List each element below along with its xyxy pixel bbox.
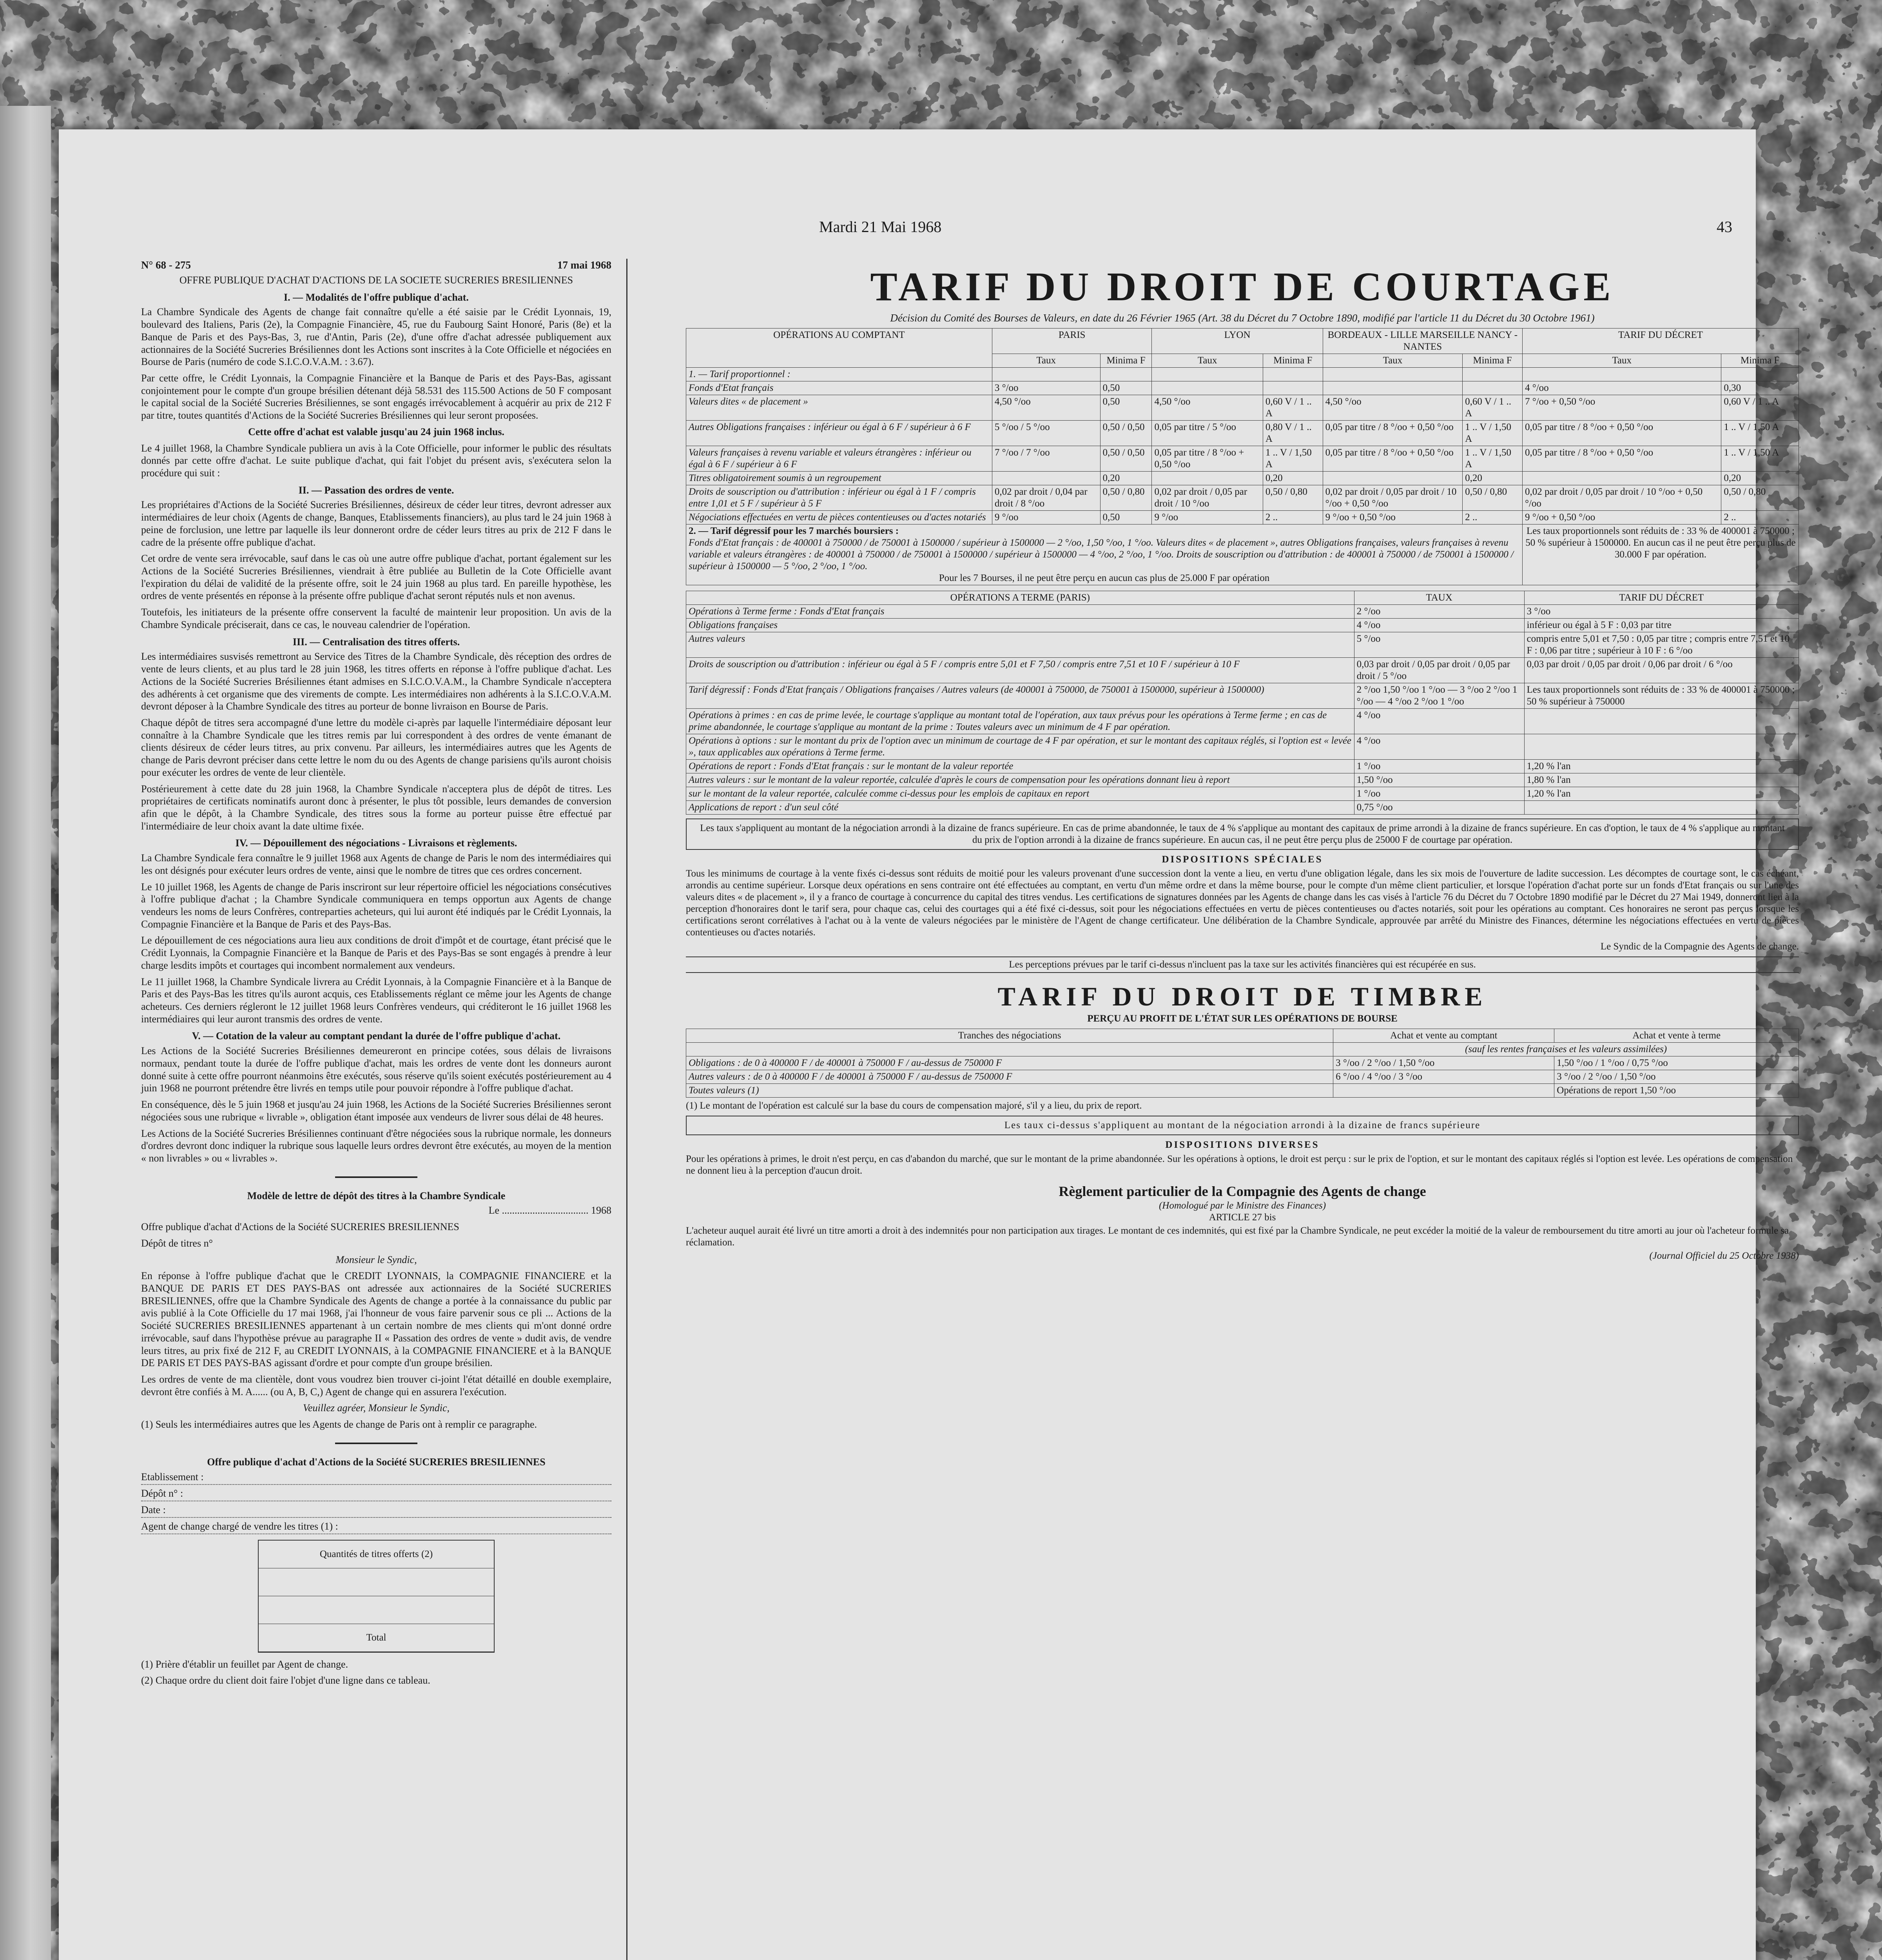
comptant-cell: 0,50 / 0,50	[1100, 421, 1152, 446]
paragraph: Chaque dépôt de titres sera accompagné d'une lettre du modèle ci-après par laquelle l'intermédiaire déposant leur connaître à la Chambre Syndicale que les titres remis par lui correspondent à des ordres de vente émanant de clients désireux de céder leurs titres, au prix convenu. Par ailleurs, les intermédiaires autres que les Agents de change de Paris devront préciser dans cette lettre le nom du ou des Agents de change parisiens qu'ils auront choisis pour exécuter les ordres de vente de leur clientèle.	[141, 717, 611, 778]
timbre-cell: Toutes valeurs (1)	[686, 1083, 1333, 1097]
comptant-cell: 5 °/oo / 5 °/oo	[992, 421, 1100, 446]
timbre-cell: 3 °/oo / 2 °/oo / 1,50 °/oo	[1333, 1056, 1554, 1070]
comptant-row	[686, 511, 1799, 524]
form-field: Etablissement :	[141, 1471, 611, 1485]
terme-cell: Autres valeurs	[686, 632, 1354, 658]
comptant-cell: 0,50 / 0,80	[1721, 485, 1799, 511]
comptant-cell: 2 ..	[1463, 511, 1523, 524]
comptant-cell: Droits de souscription ou d'attribution : inférieur ou égal à 1 F / compris entre 1,01 et 5 F / supérieur à 5 F	[686, 485, 992, 511]
terme-cell: Opérations de report : Fonds d'Etat français : sur le montant de la valeur reportée	[686, 760, 1354, 773]
paragraph: La Chambre Syndicale fera connaître le 9 juillet 1968 aux Agents de change de Paris le nom des intermédiaires qui les ont désignés pour exécuter leurs ordres de vente, ainsi que le nombre de titres que ces ordres concernent.	[141, 852, 611, 876]
terme-row	[686, 773, 1799, 787]
comptant-cell: 0,02 par droit / 0,05 par droit / 10 °/oo + 0,50 °/oo	[1323, 485, 1462, 511]
decret-note: Les taux proportionnels sont réduits de : 33 % de 400001 à 750000 ; 50 % supérieur à 1500000. En aucun cas il ne peut être perçu plus de 30.000 F par opération.	[1522, 524, 1799, 585]
paragraph: Le dépouillement de ces négociations aura lieu aux conditions de droit d'impôt et de courtage, étant précisé que le Crédit Lyonnais, la Compagnie Financière et la Banque de Paris et des Pays-Bas se sont engagés à prendre à leur charge lesdits impôts et courtages qui incombent normalement aux vendeurs.	[141, 935, 611, 971]
comptant-cell: 0,05 par titre / 8 °/oo + 0,50 °/oo	[1522, 421, 1721, 446]
notice-date: 17 mai 1968	[557, 259, 611, 271]
comptant-row	[686, 446, 1799, 472]
comptant-cell: 9 °/oo + 0,50 °/oo	[1323, 511, 1462, 524]
courtage-subtitle: Décision du Comité des Bourses de Valeurs, en date du 26 Février 1965 (Art. 38 du Décret du 7 Octobre 1890, modifié par l'article 11 du Décret du 30 Octobre 1961)	[890, 312, 1595, 324]
comptant-row	[686, 368, 1799, 381]
comptant-cell: 0,50	[1100, 395, 1152, 421]
terme-cell: Autres valeurs : sur le montant de la valeur reportée, calculée d'après le cours de compensation pour les opérations donnant lieu à report	[686, 773, 1354, 787]
terme-cell	[1524, 734, 1799, 760]
comptant-cell: 1 .. V / 1,50 A	[1463, 421, 1523, 446]
comptant-cell	[1263, 381, 1323, 395]
terme-cell	[1524, 709, 1799, 734]
comptant-cell	[1323, 381, 1462, 395]
timbre-cell: Obligations : de 0 à 400000 F / de 400001 à 750000 F / au-dessus de 750000 F	[686, 1056, 1333, 1070]
degressif-title: 2. — Tarif dégressif pour les 7 marchés boursiers :	[689, 526, 899, 537]
paragraph: Cet ordre de vente sera irrévocable, sauf dans le cas où une autre offre publique d'achat, portant également sur les Actions de la Société Sucreries Brésiliennes, viendrait à être publiée au Bulletin de la Cote Officielle avant l'expiration du délai de validité de la présente offre, soit le 24 juin 1968 au plus tard. En pareille hypothèse, les ordres de vente présentés en réponse à la présente offre publique d'achat seront réputés nuls et non avenus.	[141, 553, 611, 602]
comptant-cell: 0,50 / 0,80	[1263, 485, 1323, 511]
terme-col-taux: TAUX	[1354, 591, 1524, 605]
comptant-cell: 1 .. V / 1,50 A	[1263, 446, 1323, 472]
comptant-cell: 0,05 par titre / 5 °/oo	[1152, 421, 1263, 446]
courtage-title: TARIF DU DROIT DE COURTAGE	[870, 264, 1615, 309]
timbre-title: TARIF DU DROIT DE TIMBRE	[997, 982, 1487, 1012]
terme-row	[686, 605, 1799, 619]
terme-row	[686, 709, 1799, 734]
terme-box: Les taux s'appliquent au montant de la négociation arrondi à la dizaine de francs supérieure. En cas de prime abandonnée, le taux de 4 % s'applique au montant des capitaux de prime arrondi à la dizaine de francs supérieure. En cas d'option, le taux de 4 % s'applique au montant du prix de l'option arrondi à la dizaine de francs supérieure. En aucun cas, il ne peut être perçu plus de 25000 F de courtage par opération.	[686, 818, 1799, 850]
comptant-cell: 0,60 V / 1 .. A	[1721, 395, 1799, 421]
comptant-cell	[1152, 381, 1263, 395]
form-field: Dépôt n° :	[141, 1487, 611, 1501]
section-4-title: IV. — Dépouillement des négociations - Livraisons et règlements.	[235, 837, 517, 849]
subhead-taux: Taux	[1323, 354, 1462, 368]
comptant-cell	[1463, 368, 1523, 381]
paragraph: Postérieurement à cette date du 28 juin 1968, la Chambre Syndicale n'acceptera plus de dépôt de titres. Les propriétaires de certificats nominatifs auront donc à présenter, le plus tôt possible, leurs demandes de conversion afin que le dépôt, à la Chambre Syndicale, des titres sous la forme au porteur puisse être effectué par l'intermédiaire de leur choix avant la date ultime fixée.	[141, 783, 611, 832]
col-paris: PARIS	[992, 328, 1152, 354]
left-column	[141, 259, 611, 1691]
reglement-title: Règlement particulier de la Compagnie des Agents de change	[1059, 1183, 1426, 1199]
terme-cell: 2 °/oo 1,50 °/oo 1 °/oo — 3 °/oo 2 °/oo 1 °/oo — 4 °/oo 2 °/oo 1 °/oo	[1354, 683, 1524, 709]
col-bordeaux: BORDEAUX - LILLE MARSEILLE NANCY - NANTES	[1323, 328, 1522, 354]
paragraph: Le 11 juillet 1968, la Chambre Syndicale livrera au Crédit Lyonnais, à la Compagnie Financière et à la Banque de Paris et des Pays-Bas les titres qu'ils auront acquis, ces Etablissements réglant ce même jour les Agents de change acheteurs. Ces derniers régleront le 12 juillet 1968 leurs Confrères vendeurs, qui créditeront le 16 juillet 1968 les intermédiaires qui leur auront transmis des ordres de vente.	[141, 976, 611, 1025]
model-depot: Dépôt de titres n°	[141, 1237, 213, 1249]
terme-cell: 5 °/oo	[1354, 632, 1524, 658]
table-row	[259, 1596, 494, 1624]
paragraph: Toutefois, les initiateurs de la présente offre conservent la faculté de maintenir leur proposition. Un avis de la Chambre Syndicale préciserait, dans ce cas, le nouveau calendrier de l'opération.	[141, 606, 611, 630]
comptant-cell: 0,20	[1263, 472, 1323, 485]
comptant-cell: 0,30	[1721, 381, 1799, 395]
comptant-cell: 0,50	[1100, 511, 1152, 524]
timbre-cell: 3 °/oo / 2 °/oo / 1,50 °/oo	[1554, 1070, 1799, 1083]
degressif-block	[686, 524, 1523, 585]
section-5-title: V. — Cotation de la valeur au comptant pendant la durée de l'offre publique d'achat.	[192, 1030, 561, 1042]
terme-cell: 0,75 °/oo	[1354, 801, 1524, 815]
comptant-cell: Valeurs françaises à revenu variable et valeurs étrangères : inférieur ou égal à 6 F / supérieur à 6 F	[686, 446, 992, 472]
dispositions-speciales-sign: Le Syndic de la Compagnie des Agents de change.	[1600, 941, 1799, 952]
comptant-cell: 4,50 °/oo	[992, 395, 1100, 421]
timbre-cell: 6 °/oo / 4 °/oo / 3 °/oo	[1333, 1070, 1554, 1083]
comptant-cell	[992, 368, 1100, 381]
terme-row	[686, 760, 1799, 773]
form-title: Offre publique d'achat d'Actions de la Société SUCRERIES BRESILIENNES	[207, 1456, 546, 1468]
comptant-cell	[1263, 368, 1323, 381]
quantities-table	[258, 1540, 495, 1653]
terme-cell: 1,80 % l'an	[1524, 773, 1799, 787]
right-column	[686, 259, 1799, 1262]
terme-cell: Opérations à options : sur le montant du prix de l'option avec un minimum de courtage de 4 F par opération, et sur le montant des capitaux réglés, si l'option est « levée », taux applicables aux opérations à Terme ferme.	[686, 734, 1354, 760]
terme-cell: inférieur ou égal à 5 F : 0,03 par titre	[1524, 619, 1799, 632]
comptant-cell: 0,02 par droit / 0,04 par droit / 8 °/oo	[992, 485, 1100, 511]
terme-cell: 4 °/oo	[1354, 734, 1524, 760]
subhead-minima: Minima F	[1463, 354, 1523, 368]
terme-cell: Droits de souscription ou d'attribution : inférieur ou égal à 5 F / compris entre 5,01 et F 7,50 / compris entre 7,51 et 10 F / supérieur à 10 F	[686, 658, 1354, 683]
comptant-cell: 0,50	[1100, 381, 1152, 395]
comptant-cell: 9 °/oo	[992, 511, 1100, 524]
form-field: Agent de change chargé de vendre les titres (1) :	[141, 1520, 611, 1534]
comptant-cell	[1152, 472, 1263, 485]
comptant-row	[686, 485, 1799, 511]
dispositions-speciales-title: DISPOSITIONS SPÉCIALES	[1162, 854, 1323, 865]
article-reference: (Journal Officiel du 25 Octobre 1938)	[1649, 1250, 1799, 1261]
form-note: (1) Prière d'établir un feuillet par Agent de change.	[141, 1658, 348, 1670]
comptant-cell	[1721, 368, 1799, 381]
comptant-table	[686, 328, 1799, 585]
dispositions-diverses-text: Pour les opérations à primes, le droit n'est perçu, en cas d'abandon du marché, que sur le montant de la prime abandonnée. Sur les opérations à options, le droit est perçu : sur le prix de l'option, et sur le montant des capitaux réglés si l'option est levée. Les opérations de compensation ne donnent lieu à la perception d'aucun droit.	[686, 1153, 1793, 1176]
facing-page-edge	[0, 106, 51, 1960]
subhead-minima: Minima F	[1721, 354, 1799, 368]
terme-cell: Opérations à primes : en cas de prime levée, le courtage s'applique au montant total de l'opération, aux taux prévus pour les opérations à Terme ferme ; en cas de prime abandonnée, le courtage s'applique au montant de la prime : Toutes valeurs avec un minimum de 4 F par opération.	[686, 709, 1354, 734]
comptant-cell: 0,02 par droit / 0,05 par droit / 10 °/oo + 0,50 °/oo	[1522, 485, 1721, 511]
comptant-cell	[1463, 381, 1523, 395]
section-2-title: II. — Passation des ordres de vente.	[298, 484, 454, 496]
form-field: Date :	[141, 1504, 611, 1518]
comptant-cell: 4 °/oo	[1522, 381, 1721, 395]
timbre-note: (1) Le montant de l'opération est calculé sur la base du cours de compensation majoré, s'il y a lieu, du prix de report.	[686, 1100, 1142, 1111]
paragraph: Les Actions de la Société Sucreries Brésiliennes continuant d'être négociées sous la rubrique normale, les donneurs d'ordres devront donc indiquer la rubrique sous laquelle leurs ordres devront être exécutés, au moyen de la mention « non livrables » ou « livrables ».	[141, 1127, 611, 1164]
comptant-cell: 0,20	[1463, 472, 1523, 485]
paragraph: Cette offre d'achat est valable jusqu'au 24 juin 1968 inclus.	[248, 426, 504, 437]
terme-cell: 4 °/oo	[1354, 619, 1524, 632]
comptant-cell: 0,50 / 0,80	[1100, 485, 1152, 511]
comptant-cell: 4,50 °/oo	[1323, 395, 1462, 421]
comptant-header: OPÉRATIONS AU COMPTANT	[686, 328, 992, 368]
subhead-minima: Minima F	[1263, 354, 1323, 368]
comptant-cell: 1 .. V / 1,50 A	[1463, 446, 1523, 472]
comptant-cell: 7 °/oo + 0,50 °/oo	[1522, 395, 1721, 421]
paragraph: En conséquence, dès le 5 juin 1968 et jusqu'au 24 juin 1968, les Actions de la Société Sucreries Brésiliennes seront négociées sous une rubrique « livrable », obligation étant imposée aux vendeurs de livrer sous délai de 48 heures.	[141, 1099, 611, 1123]
dispositions-speciales-text: Tous les minimums de courtage à la vente fixés ci-dessus sont réduits de moitié pour les valeurs provenant d'une succession dont la vente a lieu, en vertu d'une obligation légale, dans les six mois de l'ouverture de ladite succession. Les décomptes de courtage sont, le cas échéant, arrondis au centime supérieur. Lorsque deux opérations en sens contraire ont été effectuées au comptant, en vertu d'un même ordre et dans la même bourse, pour le compte d'un même client particulier, et lorsque l'opération d'achat porte sur un fonds d'Etat français ou sur l'une des valeurs dites « de placement », il y a franco de courtage à concurrence du capital des titres vendus. Les certifications de signatures données par les Agents de change dans les cas visés à l'article 76 du Décret du 7 Octobre 1890 modifié par le Décret du 27 Mai 1949, donneront lieu à la perception d'honoraires dont le tarif sera, pour chaque cas, celui des courtages qui a été fixé ci-dessus, soit pour les négociations effectuées en vertu de pièces contentieuses ou d'actes notariés, soit pour les opérations au comptant. Ces honoraires ne seront pas perçus lorsque les certifications seront corrélatives à l'achat ou à la vente de valeurs négociées par le ministère de l'Agent de change certificateur. Une délibération de la Chambre Syndicale, approuvée par arrêté du Ministre des Finances, détermine les négociations effectuées en vertu de pièces contentieuses ou d'actes notariés.	[686, 868, 1799, 938]
degressif-note: Pour les 7 Bourses, il ne peut être perçu en aucun cas plus de 25.000 F par opération	[939, 573, 1270, 584]
terme-row	[686, 734, 1799, 760]
timbre-cell: Opérations de report 1,50 °/oo	[1554, 1083, 1799, 1097]
terme-cell: 1,20 % l'an	[1524, 787, 1799, 801]
timbre-col-note: (sauf les rentes françaises et les valeurs assimilées)	[1333, 1042, 1799, 1056]
comptant-cell: 4,50 °/oo	[1152, 395, 1263, 421]
comptant-cell: 9 °/oo + 0,50 °/oo	[1522, 511, 1721, 524]
perceptions-note: Les perceptions prévues par le tarif ci-dessus n'incluent pas la taxe sur les activités financières qui est récupérée en sus.	[686, 956, 1799, 973]
comptant-cell	[1522, 368, 1721, 381]
terme-cell: sur le montant de la valeur reportée, calculée comme ci-dessus pour les emplois de capitaux en report	[686, 787, 1354, 801]
terme-header: OPÉRATIONS A TERME (PARIS)	[686, 591, 1354, 605]
timbre-cell: Autres valeurs : de 0 à 400000 F / de 400001 à 750000 F / au-dessus de 750000 F	[686, 1070, 1333, 1083]
terme-cell: Les taux proportionnels sont réduits de : 33 % de 400001 à 750000 ; 50 % supérieur à 750000	[1524, 683, 1799, 709]
comptant-cell: 0,20	[1721, 472, 1799, 485]
offer-title: OFFRE PUBLIQUE D'ACHAT D'ACTIONS DE LA SOCIETE SUCRERIES BRESILIENNES	[179, 274, 573, 286]
model-ref: Offre publique d'achat d'Actions de la Société SUCRERIES BRESILIENNES	[141, 1221, 459, 1233]
model-footnote: (1) Seuls les intermédiaires autres que les Agents de change de Paris ont à remplir ce paragraphe.	[141, 1419, 537, 1430]
paragraph: Le 4 juillet 1968, la Chambre Syndicale publiera un avis à la Cote Officielle, pour informer le public des résultats donnés par cette offre d'achat. Le suite publique d'achat, qui fait l'objet du présent avis, s'exécutera selon la procédure qui suit :	[141, 442, 611, 479]
section-3-title: III. — Centralisation des titres offerts.	[292, 636, 460, 648]
comptant-cell	[1152, 368, 1263, 381]
timbre-cell: 1,50 °/oo / 1 °/oo / 0,75 °/oo	[1554, 1056, 1799, 1070]
comptant-cell: 7 °/oo / 7 °/oo	[992, 446, 1100, 472]
reglement-subtitle: (Homologué par le Ministre des Finances)	[1159, 1200, 1326, 1211]
comptant-cell	[1323, 368, 1462, 381]
comptant-cell: 0,50 / 0,80	[1463, 485, 1523, 511]
section-1-title: I. — Modalités de l'offre publique d'achat.	[284, 291, 469, 303]
comptant-cell: 0,05 par titre / 8 °/oo + 0,50 °/oo	[1522, 446, 1721, 472]
comptant-cell: 0,60 V / 1 .. A	[1263, 395, 1323, 421]
table-row	[259, 1568, 494, 1596]
header-date: Mardi 21 Mai 1968	[819, 218, 942, 236]
comptant-cell: 0,02 par droit / 0,05 par droit / 10 °/oo	[1152, 485, 1263, 511]
comptant-cell: 9 °/oo	[1152, 511, 1263, 524]
comptant-row	[686, 472, 1799, 485]
comptant-cell: 0,80 V / 1 .. A	[1263, 421, 1323, 446]
terme-cell: Opérations à Terme ferme : Fonds d'Etat français	[686, 605, 1354, 619]
article-text: L'acheteur auquel aurait été livré un titre amorti a droit à des indemnités pour non participation aux tirages. Le montant de ces indemnités, qui est fixé par la Chambre Syndicale, ne peut excéder la moitié de la valeur de remboursement du titre amorti au jour où l'acheteur formule sa réclamation.	[686, 1225, 1789, 1248]
comptant-cell	[1522, 472, 1721, 485]
comptant-cell: Autres Obligations françaises : inférieur ou égal à 6 F / supérieur à 6 F	[686, 421, 992, 446]
model-closing: Veuillez agréer, Monsieur le Syndic,	[303, 1402, 450, 1414]
subhead-taux: Taux	[1522, 354, 1721, 368]
model-date: Le .................................. 1968	[488, 1205, 611, 1216]
comptant-row	[686, 421, 1799, 446]
terme-cell: 3 °/oo	[1524, 605, 1799, 619]
degressif-text: Fonds d'Etat français : de 400001 à 750000 / de 750001 à 1500000 / supérieur à 1500000 — 2 °/oo, 1,50 °/oo, 1 °/oo. Valeurs dites « de placement », autres Obligations françaises, valeurs françaises à revenu variable et valeurs étrangères : de 400001 à 750000 / de 750001 à 1500000 / supérieur à 1500000 — 4 °/oo, 2 °/oo, 1 °/oo. Droits de souscription ou d'attribution : de 400001 à 750000 / de 750001 à 1500000 / supérieur à 1500000 — 5 °/oo, 2 °/oo, 1 °/oo.	[689, 537, 1514, 572]
article-title: ARTICLE 27 bis	[1209, 1212, 1276, 1223]
terme-cell: 1,20 % l'an	[1524, 760, 1799, 773]
terme-cell: 1,50 °/oo	[1354, 773, 1524, 787]
terme-cell: 2 °/oo	[1354, 605, 1524, 619]
timbre-col-tranches: Tranches des négociations	[686, 1029, 1333, 1042]
terme-cell: 0,03 par droit / 0,05 par droit / 0,06 par droit / 6 °/oo	[1524, 658, 1799, 683]
paragraph: Par cette offre, le Crédit Lyonnais, la Compagnie Financière et la Banque de Paris et des Pays-Bas, agissant conjointement pour le compte d'un groupe brésilien détenant déjà 58.531 des 115.500 Actions de 50 F composant le capital social de la Société Sucreries Brésiliennes, se sont engagés irrévocablement à acquérir au prix de 212 F par titre, toutes quantités d'Actions de la Société Sucreries Brésiliennes qui leur seront proposées.	[141, 372, 611, 421]
timbre-row	[686, 1083, 1799, 1097]
comptant-cell: 0,60 V / 1 .. A	[1463, 395, 1523, 421]
terme-col-decret: TARIF DU DÉCRET	[1524, 591, 1799, 605]
terme-cell: Applications de report : d'un seul côté	[686, 801, 1354, 815]
terme-row	[686, 632, 1799, 658]
paragraph: Les intermédiaires susvisés remettront au Service des Titres de la Chambre Syndicale, dès réception des ordres de vente de leurs clients, et au plus tard le 28 juin 1968, les titres offerts en réponse à l'offre publique d'achat. Les Actions de la Société Sucreries Brésiliennes étant admises en S.I.C.O.V.A.M., la Chambre Syndicale n'acceptera des adhérents à cet organisme que des virements de compte. Les intermédiaires non adhérents à la S.I.C.O.V.A.M. devront déposer à la Chambre Syndicale des titres au porteur de bonne livraison en Bourse de Paris.	[141, 651, 611, 712]
comptant-cell: 2 ..	[1721, 511, 1799, 524]
table-header: Quantités de titres offerts (2)	[259, 1541, 494, 1568]
page-number: 43	[1717, 218, 1732, 236]
terme-cell: 4 °/oo	[1354, 709, 1524, 734]
timbre-col-comptant: Achat et vente au comptant	[1333, 1029, 1554, 1042]
terme-cell: 1 °/oo	[1354, 760, 1524, 773]
paragraph: La Chambre Syndicale des Agents de change fait connaître qu'elle a été saisie par le Crédit Lyonnais, 19, boulevard des Italiens, Paris (2e), la Compagnie Financière, 45, rue du Faubourg Saint Honoré, Paris (8e) et la Banque de Paris et des Pays-Bas, 3, rue d'Antin, Paris (2e), d'une offre d'achat adressée publiquement aux actionnaires de la Société Sucreries Brésiliennes dont les Actions sont inscrites à la Cote Officielle et négociées en Bourse de Paris (numéro de code S.I.C.O.V.A.M. : 3.67).	[141, 306, 611, 368]
model-salutation: Monsieur le Syndic,	[335, 1254, 417, 1265]
col-decret: TARIF DU DÉCRET	[1522, 328, 1799, 354]
comptant-cell: 1 .. V / 1,50 A	[1721, 446, 1799, 472]
terme-cell	[1524, 801, 1799, 815]
terme-row	[686, 683, 1799, 709]
comptant-cell	[1323, 472, 1462, 485]
comptant-cell: 2 ..	[1263, 511, 1323, 524]
table-total: Total	[259, 1624, 494, 1652]
separator-rule	[335, 1176, 417, 1178]
timbre-box: Les taux ci-dessus s'appliquent au montant de la négociation arrondi à la dizaine de francs supérieure	[686, 1116, 1799, 1135]
dispositions-diverses-title: DISPOSITIONS DIVERSES	[1165, 1139, 1320, 1150]
page-header	[59, 218, 1756, 241]
comptant-cell: 0,05 par titre / 8 °/oo + 0,50 °/oo	[1323, 446, 1462, 472]
subhead-taux: Taux	[1152, 354, 1263, 368]
notice-number: N° 68 - 275	[141, 259, 191, 271]
comptant-row	[686, 395, 1799, 421]
comptant-cell: Fonds d'Etat français	[686, 381, 992, 395]
terme-row	[686, 658, 1799, 683]
model-paragraph: Les ordres de vente de ma clientèle, dont vous voudrez bien trouver ci-joint l'état détaillé en double exemplaire, devront être confiés à M. A...... (ou A, B, C,) Agent de change qui en assurera l'exécution.	[141, 1374, 611, 1397]
paragraph: Les propriétaires d'Actions de la Société Sucreries Brésiliennes, désireux de céder leur titres, devront adresser aux intermédiaires de leur choix (Agents de change, Banques, Etablissements financiers), au plus tard le 24 juin 1968 à peine de forclusion, une lettre par laquelle ils leur donneront ordre de céder leurs titres au prix de 212 F dans le cadre de la présente offre publique d'achat.	[141, 499, 611, 548]
terme-table	[686, 591, 1799, 815]
terme-cell: 0,03 par droit / 0,05 par droit / 0,05 par droit / 5 °/oo	[1354, 658, 1524, 683]
terme-cell: Obligations françaises	[686, 619, 1354, 632]
comptant-cell: 0,50 / 0,50	[1100, 446, 1152, 472]
comptant-cell: Titres obligatoirement soumis à un regroupement	[686, 472, 992, 485]
timbre-cell	[1333, 1083, 1554, 1097]
comptant-row	[686, 381, 1799, 395]
comptant-cell: 0,05 par titre / 8 °/oo + 0,50 °/oo	[1152, 446, 1263, 472]
paragraph: Les Actions de la Société Sucreries Brésiliennes demeureront en principe cotées, sous délais de livraisons normaux, pendant toute la durée de l'offre publique d'achat, mais les ordres de vente dont les donneurs auront donné suite à cette offre pourront néanmoins être exécutés, sous réserve qu'ils soient exécutés postérieurement au 4 juin 1968 ne pourront prétendre être livrés en temps utile pour pouvoir répondre à l'offre publique d'achat.	[141, 1045, 611, 1094]
timbre-row	[686, 1056, 1799, 1070]
separator-rule	[335, 1443, 417, 1444]
timbre-table	[686, 1029, 1799, 1098]
column-divider	[626, 259, 627, 1960]
terme-row	[686, 801, 1799, 815]
model-letter-title: Modèle de lettre de dépôt des titres à la Chambre Syndicale	[247, 1190, 506, 1201]
comptant-cell: Négociations effectuées en vertu de pièces contentieuses ou d'actes notariés	[686, 511, 992, 524]
comptant-cell	[1100, 368, 1152, 381]
newspaper-page	[59, 129, 1799, 1960]
timbre-row	[686, 1070, 1799, 1083]
terme-row	[686, 619, 1799, 632]
model-paragraph: En réponse à l'offre publique d'achat que le CREDIT LYONNAIS, la COMPAGNIE FINANCIERE et la BANQUE DE PARIS ET DES PAYS-BAS ont adressée aux actionnaires de la Société SUCRERIES BRESILIENNES, offre que la Chambre Syndicale des Agents de change a portée à la connaissance du public par avis publié à la Cote Officielle du 17 mai 1968, j'ai l'honneur de vous faire parvenir sous ce pli ... Actions de la Société SUCRERIES BRESILIENNES appartenant à un certain nombre de mes clients qui m'ont donné ordre irrévocable, sauf dans l'hypothèse prévue au paragraphe II « Passation des ordres de vente » dudit avis, de vendre leurs titres, au prix fixé de 212 F, au CREDIT LYONNAIS, à la COMPAGNIE FINANCIERE et à la BANQUE DE PARIS ET DES PAYS-BAS agissant d'ordre et pour compte d'un groupe brésilien.	[141, 1270, 611, 1369]
comptant-cell: Valeurs dites « de placement »	[686, 395, 992, 421]
comptant-cell: 0,20	[1100, 472, 1152, 485]
comptant-cell: 1. — Tarif proportionnel :	[686, 368, 992, 381]
comptant-cell: 0,05 par titre / 8 °/oo + 0,50 °/oo	[1323, 421, 1462, 446]
terme-cell: 1 °/oo	[1354, 787, 1524, 801]
comptant-cell: 1 .. V / 1,50 A	[1721, 421, 1799, 446]
paragraph: Le 10 juillet 1968, les Agents de change de Paris inscriront sur leur répertoire officiel les négociations consécutives à l'offre publique d'achat ; la Chambre Syndicale communiquera en temps opportun aux Agents de change vendeurs les noms de leurs Confrères, contreparties acheteurs, qui lui auront été indiqués par le Crédit Lyonnais, la Compagnie Financière et la Banque de Paris et des Pays-Bas.	[141, 881, 611, 930]
terme-cell: Tarif dégressif : Fonds d'Etat français / Obligations françaises / Autres valeurs (de 400001 à 750000, de 750001 à 1500000, supérieur à 1500000)	[686, 683, 1354, 709]
terme-cell: compris entre 5,01 et 7,50 : 0,05 par titre ; compris entre 7,51 et 10 F : 0,06 par titre ; supérieur à 10 F : 6 °/oo	[1524, 632, 1799, 658]
timbre-col-terme: Achat et vente à terme	[1554, 1029, 1799, 1042]
terme-row	[686, 787, 1799, 801]
col-lyon: LYON	[1152, 328, 1323, 354]
subhead-taux: Taux	[992, 354, 1100, 368]
timbre-subtitle: PERÇU AU PROFIT DE L'ÉTAT SUR LES OPÉRATIONS DE BOURSE	[1087, 1013, 1398, 1024]
comptant-cell: 3 °/oo	[992, 381, 1100, 395]
form-note: (2) Chaque ordre du client doit faire l'objet d'une ligne dans ce tableau.	[141, 1675, 430, 1686]
subhead-minima: Minima F	[1100, 354, 1152, 368]
comptant-cell	[992, 472, 1100, 485]
